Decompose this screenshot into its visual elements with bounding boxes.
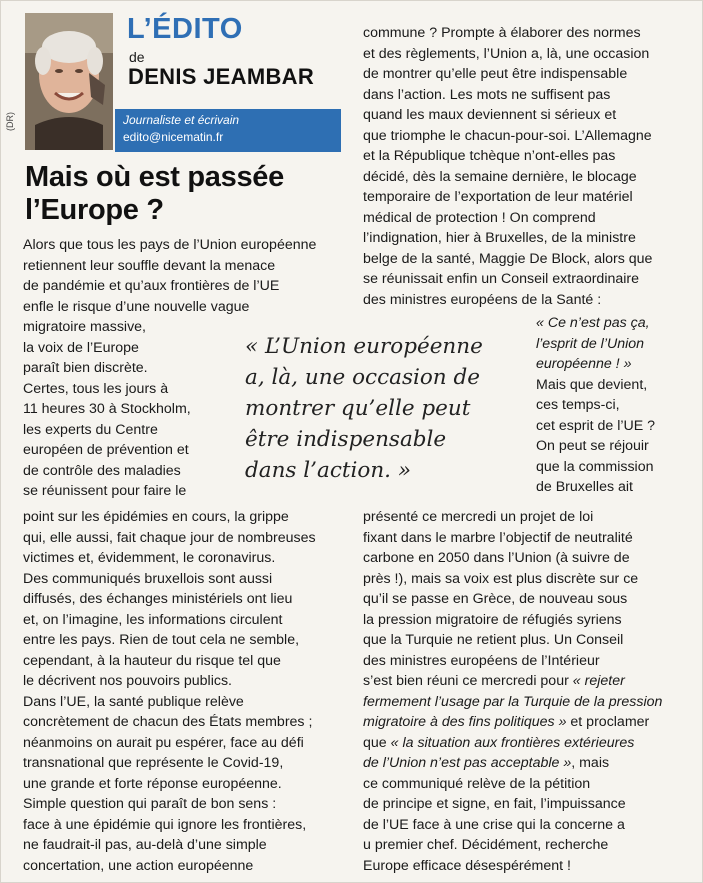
quote-fragment: « rejeter xyxy=(572,673,625,689)
text-line: des ministres européens de l’Intérieur xyxy=(363,652,600,669)
text-line: transnational que représente le Covid-19, xyxy=(23,755,284,771)
author-photo xyxy=(25,13,113,150)
text-fragment: et proclamer xyxy=(566,714,650,730)
text-line: et la République tchèque n’ont-elles pas xyxy=(363,148,616,164)
text-line: de contrôle des maladies xyxy=(23,462,181,479)
text-line: la pression migratoire de réfugiés syriens xyxy=(363,611,622,628)
text-line: Certes, tous les jours à xyxy=(23,380,169,397)
text-line: victimes et, évidemment, le coronavirus. xyxy=(23,550,276,566)
text-line: de Bruxelles ait xyxy=(536,479,633,495)
text-line: de l’UE face à une crise qui la concerne a xyxy=(363,816,625,833)
text-line: enfle le risque d’une nouvelle vague xyxy=(23,298,250,315)
author-email[interactable]: edito@nicematin.fr xyxy=(123,130,224,144)
quote-fragment: « la situation aux frontières extérieures xyxy=(390,734,635,751)
quote-fragment: de l’Union n’est pas acceptable » xyxy=(363,755,572,771)
text-line: près !), mais sa voix est plus discrète sur ce xyxy=(363,570,639,587)
text-line: Dans l’UE, la santé publique relève xyxy=(23,693,244,710)
headline-line: Mais où est passée xyxy=(25,161,284,193)
column-2-narrow xyxy=(536,313,696,498)
text-line xyxy=(363,733,699,754)
text-line: ne faudrait-il pas, au-delà d’une simple xyxy=(23,837,267,853)
by-label: de xyxy=(129,49,145,65)
text-line: diffusés, des échanges ministériels ont lieu xyxy=(23,591,293,607)
text-line xyxy=(363,671,699,692)
author-role: Journaliste et écrivain xyxy=(123,113,240,127)
text-line xyxy=(363,753,699,774)
text-line: se réunissent pour faire le xyxy=(23,483,187,499)
author-portrait-image xyxy=(25,13,113,150)
text-line: les experts du Centre xyxy=(23,421,158,438)
text-line: temporaire de l’exportation de leur matériel xyxy=(363,189,633,205)
headline xyxy=(25,161,345,227)
quote-line: européenne ! » xyxy=(536,356,632,372)
text-line: ce communiqué relève de la pétition xyxy=(363,775,591,792)
text-line: quand les maux deviennent si sérieux et xyxy=(363,107,617,123)
text-line: paraît bien discrète. xyxy=(23,360,148,376)
text-line: ces temps-ci, xyxy=(536,397,620,413)
text-line: migratoire massive, xyxy=(23,319,146,335)
text-line: cet esprit de l’UE ? xyxy=(536,417,656,434)
text-fragment: , mais xyxy=(571,755,610,771)
quote-line: « Ce n’est pas ça, xyxy=(536,315,650,331)
author-name: DENIS JEAMBAR xyxy=(128,64,315,89)
text-line: le décrivent nos pouvoirs publics. xyxy=(23,673,232,689)
text-line: que la commission xyxy=(536,458,654,475)
text-line: l’indignation, hier à Bruxelles, de la ministre xyxy=(363,230,636,246)
text-line: de montrer qu’elle peut être indispensable xyxy=(363,66,628,82)
text-line: Alors que tous les pays de l’Union européenne xyxy=(23,237,317,253)
text-line: On peut se réjouir xyxy=(536,438,649,454)
photo-credit: (DR) xyxy=(5,112,15,131)
text-line: cependant, à la hauteur du risque tel que xyxy=(23,652,281,669)
text-line: la voix de l’Europe xyxy=(23,339,139,356)
author-info-box xyxy=(115,109,341,152)
text-line: qu’il se passe en Grèce, de nouveau sous xyxy=(363,591,628,607)
text-line: concrètement de chacun des États membres ; xyxy=(23,714,313,730)
text-line: Simple question qui paraît de bon sens : xyxy=(23,796,277,812)
text-line: face à une épidémie qui ignore les frontières, xyxy=(23,816,307,833)
text-line: une grande et forte réponse européenne. xyxy=(23,775,282,792)
column-1-bottom xyxy=(23,507,363,876)
quote-line: fermement l’usage par la Turquie de la pression xyxy=(363,693,663,710)
text-line: que triomphe le chacun-pour-soi. L’Allemagne xyxy=(363,127,652,144)
text-line: qui, elle aussi, fait chaque jour de nombreuses xyxy=(23,529,316,546)
text-line: 11 heures 30 à Stockholm, xyxy=(23,401,191,417)
text-line: européen de prévention et xyxy=(23,442,189,458)
text-line: de principe et signe, en fait, l’impuissance xyxy=(363,796,626,812)
quote-line: l’esprit de l’Union xyxy=(536,335,645,352)
column-2-bottom xyxy=(363,507,699,876)
text-line: Europe efficace désespérément ! xyxy=(363,857,571,874)
text-line: de pandémie et qu’aux frontières de l’UE xyxy=(23,278,280,294)
pull-quote-line: « L’Union européenne xyxy=(245,334,483,359)
pull-quote xyxy=(245,331,525,486)
text-line: se réunissait enfin un Conseil extraordinaire xyxy=(363,271,640,287)
section-label: L’ÉDITO xyxy=(127,13,243,45)
text-line: des ministres européens de la Santé : xyxy=(363,291,602,308)
text-line: et des règlements, l’Union a, là, une occasion xyxy=(363,45,650,62)
column-2-top xyxy=(363,23,693,310)
text-line: Des communiqués bruxellois sont aussi xyxy=(23,570,273,587)
text-line: dans l’action. Les mots ne suffisent pas xyxy=(363,86,611,103)
pull-quote-line: a, là, une occasion de xyxy=(245,365,480,390)
text-line: point sur les épidémies en cours, la grippe xyxy=(23,509,289,525)
text-line xyxy=(363,712,699,733)
text-fragment: s’est bien réuni ce mercredi pour xyxy=(363,673,569,689)
text-line: néanmoins on aurait pu espérer, face au défi xyxy=(23,734,304,751)
text-line: u premier chef. Décidément, recherche xyxy=(363,837,609,853)
text-line: décidé, dès la semaine dernière, le blocage xyxy=(363,168,637,185)
text-line: fixant dans le marbre l’objectif de neutralité xyxy=(363,529,633,546)
text-line: et, on l’imagine, les informations circulent xyxy=(23,611,283,628)
text-line: que la Turquie ne retient plus. Un Conseil xyxy=(363,632,624,648)
text-line: entre les pays. Rien de tout cela ne semble, xyxy=(23,632,300,648)
text-fragment: que xyxy=(363,734,391,751)
headline-line: l’Europe ? xyxy=(25,194,164,226)
text-line: Mais que devient, xyxy=(536,376,648,393)
quote-fragment: migratoire à des fins politiques » xyxy=(363,714,567,730)
text-line: commune ? Prompte à élaborer des normes xyxy=(363,25,641,41)
text-line: retiennent leur souffle devant la menace xyxy=(23,257,276,274)
pull-quote-line: être indispensable xyxy=(245,427,447,452)
text-line: belge de la santé, Maggie De Block, alors que xyxy=(363,250,653,267)
text-line: médical de protection ! On comprend xyxy=(363,209,596,226)
pull-quote-line: montrer qu’elle peut xyxy=(245,396,471,421)
text-line: présenté ce mercredi un projet de loi xyxy=(363,509,594,525)
pull-quote-line: dans l’action. » xyxy=(245,458,411,483)
text-line: concertation, une action européenne xyxy=(23,857,254,874)
text-line: carbone en 2050 dans l’Union (à suivre de xyxy=(363,550,630,566)
